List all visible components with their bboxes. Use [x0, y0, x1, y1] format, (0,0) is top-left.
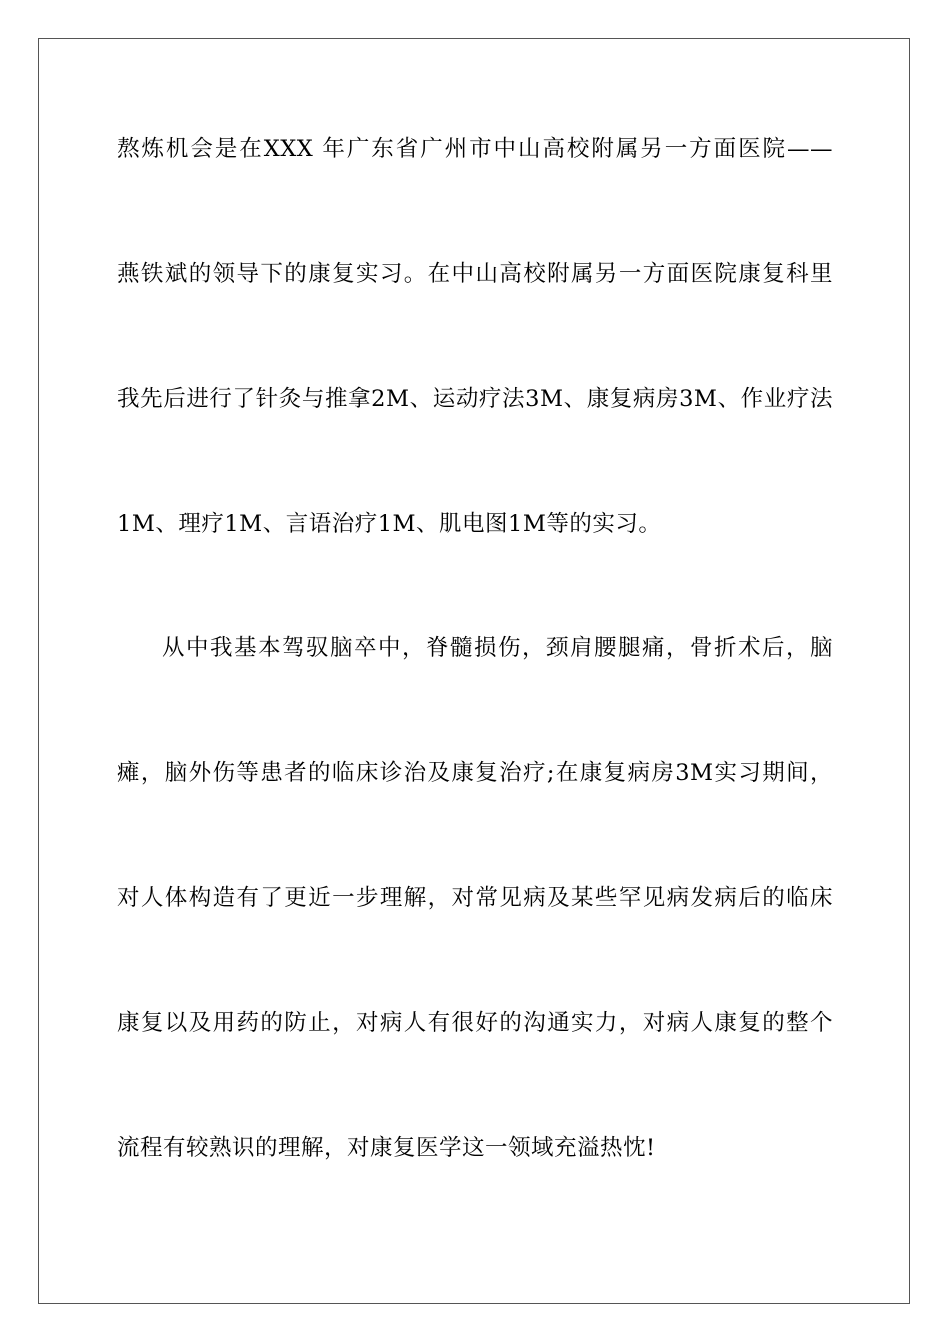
- paragraph-line: 康复以及用药的防止，对病人有很好的沟通实力，对病人康复的整个: [117, 1010, 833, 1036]
- paragraph-line: 熬炼机会是在XXX 年广东省广州市中山高校附属另一方面医院——: [117, 136, 833, 162]
- paragraph-line: 流程有较熟识的理解，对康复医学这一领域充溢热忱!: [117, 1135, 656, 1161]
- paragraph-line: 燕铁斌的领导下的康复实习。在中山高校附属另一方面医院康复科里: [117, 261, 833, 287]
- paragraph-line: 1M、理疗1M、言语治疗1M、肌电图1M等的实习。: [117, 511, 662, 537]
- paragraph-line: 瘫，脑外伤等患者的临床诊治及康复治疗;在康复病房3M实习期间，: [117, 760, 833, 786]
- page-frame: [38, 38, 910, 1304]
- paragraph-line: 我先后进行了针灸与推拿2M、运动疗法3M、康复病房3M、作业疗法: [117, 386, 833, 412]
- paragraph-line: 对人体构造有了更近一步理解，对常见病及某些罕见病发病后的临床: [117, 885, 833, 911]
- paragraph-line: 从中我基本驾驭脑卒中，脊髓损伤，颈肩腰腿痛，骨折术后，脑: [162, 635, 833, 661]
